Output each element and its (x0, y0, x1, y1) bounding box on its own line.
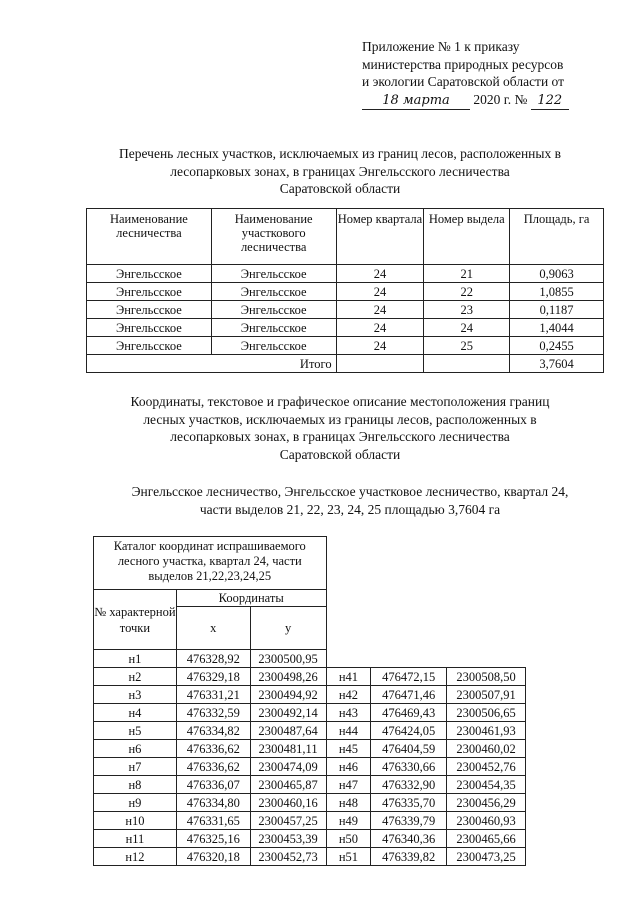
total-value: 3,7604 (510, 355, 604, 373)
table-row (87, 283, 604, 301)
y-header: y (250, 607, 326, 650)
point-header: № характерной точки (94, 590, 177, 650)
table-cell: 25 (424, 337, 510, 355)
table-cell: 24 (424, 319, 510, 337)
table-cell: Энгельсское (211, 283, 336, 301)
coordinates-heading (70, 393, 610, 463)
point-id: н9 (94, 794, 177, 812)
total-label: Итого (87, 355, 337, 373)
table-row (94, 794, 526, 812)
point-id: н46 (326, 758, 371, 776)
coord-y: 2300494,92 (250, 686, 326, 704)
handwritten-number: 122 (531, 92, 569, 111)
table-row (94, 650, 526, 668)
table-cell: Энгельсское (87, 337, 212, 355)
blank-area (326, 590, 525, 607)
table-cell-empty (336, 355, 424, 373)
coord-y: 2300454,35 (447, 776, 526, 794)
catalog-caption-row (94, 537, 526, 590)
table-cell: 1,0855 (510, 283, 604, 301)
heading-line: лесных участков, исключаемых из границы лесов, расположенных в (143, 411, 537, 427)
point-id: н12 (94, 848, 177, 866)
point-id: н4 (94, 704, 177, 722)
table-cell: Энгельсское (87, 283, 212, 301)
point-id: н7 (94, 758, 177, 776)
appendix-date-line (362, 91, 612, 111)
catalog-caption: Каталог координат испрашиваемого лесного участка, квартал 24, части выделов 21,22,23,24,25 (94, 537, 327, 590)
table-row (87, 265, 604, 283)
table-cell: 24 (336, 319, 424, 337)
coord-x: 476329,18 (176, 668, 250, 686)
table-cell: 22 (424, 283, 510, 301)
table-row (94, 776, 526, 794)
coord-x: 476339,82 (371, 848, 447, 866)
table-cell: 24 (336, 283, 424, 301)
coord-x: 476340,36 (371, 830, 447, 848)
coord-y: 2300507,91 (447, 686, 526, 704)
coord-x: 476334,80 (176, 794, 250, 812)
table-cell: 1,4044 (510, 319, 604, 337)
coord-x: 476336,62 (176, 740, 250, 758)
coord-x: 476331,65 (176, 812, 250, 830)
coord-x: 476335,70 (371, 794, 447, 812)
table-cell: Энгельсское (211, 337, 336, 355)
point-id: н6 (94, 740, 177, 758)
table-cell: 23 (424, 301, 510, 319)
total-row (87, 355, 604, 373)
heading-line: Саратовской области (279, 446, 401, 462)
table-cell: Энгельсское (211, 265, 336, 283)
coord-x: 476328,92 (176, 650, 250, 668)
handwritten-date: 18 марта (362, 92, 470, 111)
table-cell: Энгельсское (211, 319, 336, 337)
coord-y: 2300453,39 (250, 830, 326, 848)
coord-x: 476330,66 (371, 758, 447, 776)
coords-header: Координаты (176, 590, 326, 607)
appendix-line: и экологии Саратовской области от (362, 74, 565, 89)
location-line: Энгельсское лесничество, Энгельсское участковое лесничество, квартал 24, (131, 484, 569, 499)
table-row (94, 848, 526, 866)
blank-area (326, 607, 525, 650)
coord-x: 476339,79 (371, 812, 447, 830)
coord-x: 476469,43 (371, 704, 447, 722)
coord-x: 476471,46 (371, 686, 447, 704)
point-id: н44 (326, 722, 371, 740)
point-id: н42 (326, 686, 371, 704)
table-row (94, 668, 526, 686)
coord-x: 476332,59 (176, 704, 250, 722)
coord-x: 476404,59 (371, 740, 447, 758)
location-description (70, 483, 630, 518)
blank-area (326, 537, 525, 590)
table-row (94, 830, 526, 848)
point-id: н1 (94, 650, 177, 668)
table-cell: Энгельсское (211, 301, 336, 319)
heading-line: лесопарковых зонах, в границах Энгельсского лесничества (170, 163, 510, 179)
point-id: н2 (94, 668, 177, 686)
coord-y: 2300460,02 (447, 740, 526, 758)
coord-y: 2300508,50 (447, 668, 526, 686)
point-id: н43 (326, 704, 371, 722)
point-id: н47 (326, 776, 371, 794)
coord-x: 476472,15 (371, 668, 447, 686)
point-id: н45 (326, 740, 371, 758)
table-cell: 24 (336, 301, 424, 319)
coord-x: 476332,90 (371, 776, 447, 794)
x-header: x (176, 607, 250, 650)
coord-x: 476334,82 (176, 722, 250, 740)
coord-y: 2300457,25 (250, 812, 326, 830)
table-cell: 21 (424, 265, 510, 283)
coord-x: 476424,05 (371, 722, 447, 740)
heading-line: Координаты, текстовое и графическое описание местоположения границ (130, 394, 550, 409)
coord-y: 2300456,29 (447, 794, 526, 812)
heading-line: Перечень лесных участков, исключаемых из границ лесов, расположенных в (119, 146, 561, 161)
coord-y: 2300492,14 (250, 704, 326, 722)
appendix-year: 2020 г. № (473, 91, 528, 107)
column-header: Площадь, га (510, 209, 604, 265)
appendix-header (362, 38, 612, 110)
coord-y: 2300460,16 (250, 794, 326, 812)
heading-line: лесопарковых зонах, в границах Энгельсского лесничества (170, 429, 510, 444)
coord-x: 476320,18 (176, 848, 250, 866)
table-row (87, 319, 604, 337)
point-id: н50 (326, 830, 371, 848)
table-row (94, 686, 526, 704)
table-row (94, 812, 526, 830)
table-cell: 0,9063 (510, 265, 604, 283)
column-header: Номер выдела (424, 209, 510, 265)
coord-x: 476331,21 (176, 686, 250, 704)
coord-y: 2300461,93 (447, 722, 526, 740)
list-heading (70, 145, 610, 198)
coord-x: 476336,62 (176, 758, 250, 776)
point-id: н5 (94, 722, 177, 740)
table-row (94, 758, 526, 776)
point-id: н10 (94, 812, 177, 830)
forest-plots-table (86, 208, 604, 373)
blank-area (326, 650, 525, 668)
coord-y: 2300452,76 (447, 758, 526, 776)
table-cell: 24 (336, 337, 424, 355)
point-id: н41 (326, 668, 371, 686)
column-header: Наименование участкового лесничества (211, 209, 336, 265)
table-cell: 0,1187 (510, 301, 604, 319)
coord-y: 2300506,65 (447, 704, 526, 722)
coord-y: 2300473,25 (447, 848, 526, 866)
coord-y: 2300474,09 (250, 758, 326, 776)
location-line: части выделов 21, 22, 23, 24, 25 площадью 3,7604 га (199, 501, 501, 517)
table-cell: Энгельсское (87, 319, 212, 337)
point-id: н49 (326, 812, 371, 830)
coord-y: 2300465,66 (447, 830, 526, 848)
table-cell: Энгельсское (87, 265, 212, 283)
coordinates-catalog-table (93, 536, 526, 866)
table-cell: Энгельсское (87, 301, 212, 319)
coord-y: 2300498,26 (250, 668, 326, 686)
coord-y: 2300481,11 (250, 740, 326, 758)
table-cell: 24 (336, 265, 424, 283)
point-id: н3 (94, 686, 177, 704)
point-id: н51 (326, 848, 371, 866)
coord-y: 2300487,64 (250, 722, 326, 740)
point-id: н8 (94, 776, 177, 794)
table-row (87, 337, 604, 355)
table-row (87, 301, 604, 319)
heading-line: Саратовской области (279, 181, 401, 196)
coord-y: 2300460,93 (447, 812, 526, 830)
catalog-header-row (94, 590, 526, 607)
appendix-line: Приложение № 1 к приказу (362, 39, 520, 54)
coord-y: 2300452,73 (250, 848, 326, 866)
point-id: н11 (94, 830, 177, 848)
column-header: Номер квартала (336, 209, 424, 265)
table-header-row (87, 209, 604, 265)
coord-x: 476325,16 (176, 830, 250, 848)
table-row (94, 722, 526, 740)
table-cell: 0,2455 (510, 337, 604, 355)
table-cell-empty (424, 355, 510, 373)
column-header: Наименование лесничества (87, 209, 212, 265)
coord-y: 2300500,95 (250, 650, 326, 668)
appendix-line: министерства природных ресурсов (362, 56, 564, 72)
point-id: н48 (326, 794, 371, 812)
table-row (94, 740, 526, 758)
coord-y: 2300465,87 (250, 776, 326, 794)
coord-x: 476336,07 (176, 776, 250, 794)
table-row (94, 704, 526, 722)
